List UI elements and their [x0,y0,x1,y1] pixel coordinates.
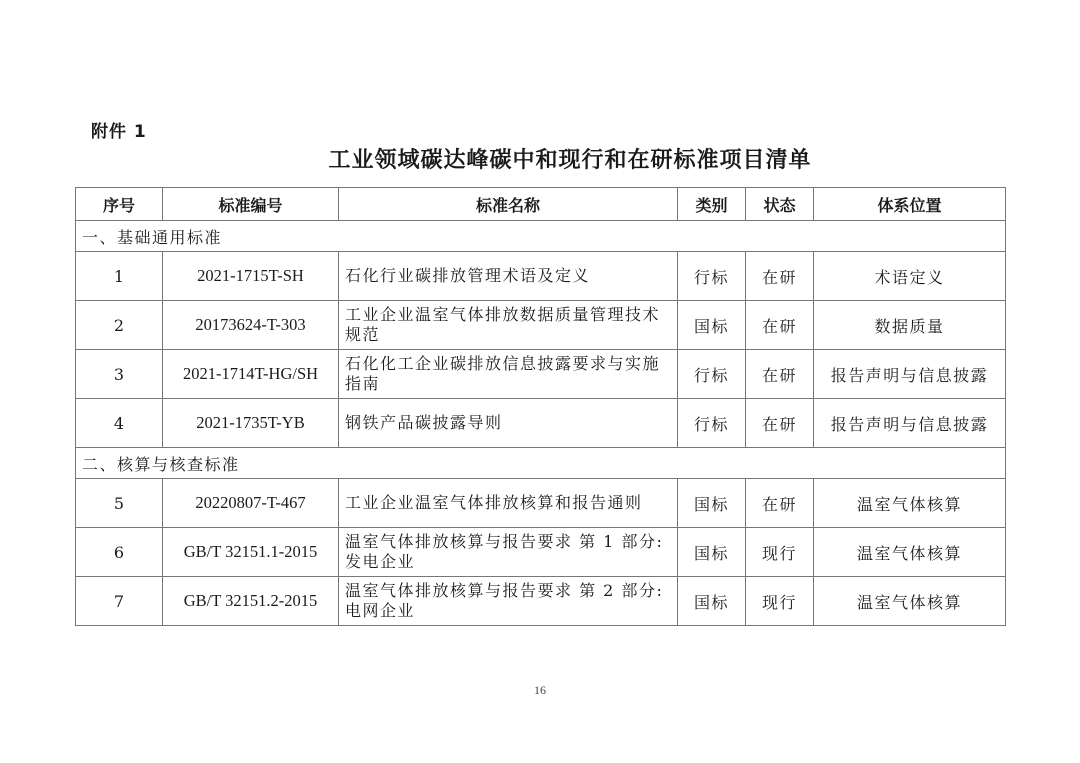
cell-name: 石化行业碳排放管理术语及定义 [339,252,678,301]
header-name: 标准名称 [339,188,678,221]
table-row [76,479,1006,528]
cell-category: 国标 [678,479,746,528]
cell-code: 2021-1735T-YB [163,399,339,448]
standards-table [75,187,1006,626]
cell-category: 行标 [678,399,746,448]
cell-code: 2021-1715T-SH [163,252,339,301]
cell-name: 石化化工企业碳排放信息披露要求与实施指南 [339,350,678,399]
cell-index: 6 [76,528,163,577]
cell-status: 在研 [746,350,814,399]
cell-position: 报告声明与信息披露 [814,399,1006,448]
cell-index: 3 [76,350,163,399]
section-row [76,221,1006,252]
table-row [76,350,1006,399]
cell-position: 温室气体核算 [814,479,1006,528]
table-header-row [76,188,1006,221]
cell-status: 现行 [746,577,814,626]
cell-index: 7 [76,577,163,626]
cell-name: 工业企业温室气体排放数据质量管理技术规范 [339,301,678,350]
cell-category: 国标 [678,301,746,350]
cell-name: 工业企业温室气体排放核算和报告通则 [339,479,678,528]
cell-code: 20173624-T-303 [163,301,339,350]
cell-status: 在研 [746,252,814,301]
table-row [76,399,1006,448]
cell-category: 国标 [678,528,746,577]
cell-position: 温室气体核算 [814,528,1006,577]
document-title: 工业领域碳达峰碳中和现行和在研标准项目清单 [328,147,812,173]
cell-category: 行标 [678,350,746,399]
header-code: 标准编号 [163,188,339,221]
cell-status: 现行 [746,528,814,577]
cell-index: 5 [76,479,163,528]
cell-name: 温室气体排放核算与报告要求 第 2 部分:电网企业 [339,577,678,626]
cell-code: 20220807-T-467 [163,479,339,528]
table-row [76,252,1006,301]
cell-code: 2021-1714T-HG/SH [163,350,339,399]
section-label: 二、核算与核查标准 [76,448,1006,479]
cell-status: 在研 [746,479,814,528]
table-row [76,577,1006,626]
cell-status: 在研 [746,301,814,350]
section-label: 一、基础通用标准 [76,221,1006,252]
cell-status: 在研 [746,399,814,448]
cell-index: 4 [76,399,163,448]
cell-position: 报告声明与信息披露 [814,350,1006,399]
page-number: 16 [534,683,546,697]
cell-code: GB/T 32151.1-2015 [163,528,339,577]
attachment-label: 附件 1 [91,122,147,142]
section-row [76,448,1006,479]
cell-category: 国标 [678,577,746,626]
cell-position: 术语定义 [814,252,1006,301]
cell-index: 2 [76,301,163,350]
header-position: 体系位置 [814,188,1006,221]
cell-code: GB/T 32151.2-2015 [163,577,339,626]
table-row [76,301,1006,350]
header-category: 类别 [678,188,746,221]
cell-category: 行标 [678,252,746,301]
cell-name: 温室气体排放核算与报告要求 第 1 部分:发电企业 [339,528,678,577]
cell-position: 数据质量 [814,301,1006,350]
cell-index: 1 [76,252,163,301]
header-index: 序号 [76,188,163,221]
table-row [76,528,1006,577]
cell-position: 温室气体核算 [814,577,1006,626]
cell-name: 钢铁产品碳披露导则 [339,399,678,448]
header-status: 状态 [746,188,814,221]
